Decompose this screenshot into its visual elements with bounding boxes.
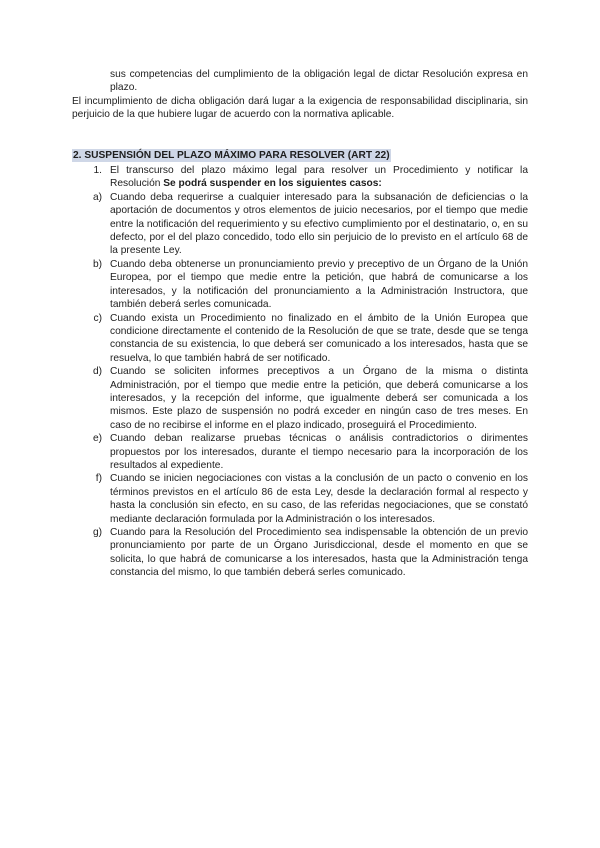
- list-item-text: Cuando deba requerirse a cualquier interesado para la subsanación de deficiencias o la aportación de documentos y otros elementos de juicio necesarios, por el tiempo que medie entre la notificación del requerimiento y su efectivo cumplimiento por el destinatario, o, en su defecto, por el del plazo concedido, todo ello sin perjuicio de lo previsto en el artículo 68 de la presente Ley.: [110, 191, 528, 257]
- list-marker: f): [95, 473, 102, 485]
- list-item-c: [72, 312, 528, 366]
- list-item-1: [72, 164, 528, 191]
- list-item-text: Cuando se inicien negociaciones con vistas a la conclusión de un pacto o convenio en los términos previstos en el artículo 86 de esta Ley, desde la declaración formal al respecto y hasta la conclusión sin efecto, en su caso, de las referidas negociaciones, que se constató mediante declaración formulada por la Administración o los interesados.: [110, 473, 528, 525]
- list-item-f: [72, 472, 528, 526]
- list-marker: b): [92, 258, 102, 270]
- section-heading: 2. SUSPENSIÓN DEL PLAZO MÁXIMO PARA RESOLVER (ART 22): [73, 149, 390, 161]
- point1-bold-text: Se podrá suspender en los siguientes casos:: [163, 178, 382, 190]
- list-item-e: [72, 432, 528, 472]
- intro-continuation: sus competencias del cumplimiento de la obligación legal de dictar Resolución expresa en plazo.: [110, 69, 528, 94]
- list-item-text: Cuando deban realizarse pruebas técnicas o análisis contradictorios o dirimentes propuestos por los interesados, durante el tiempo necesario para la incorporación de los resultados al expediente.: [110, 433, 528, 471]
- list-item-text: Cuando exista un Procedimiento no finalizado en el ámbito de la Unión Europea que condicione directamente el contenido de la Resolución de que se trate, desde que se tenga constancia de su existencia, lo que deberá ser comunicado a los interesados, hasta que se resuelva, lo que también habrá de ser notificado.: [110, 312, 528, 364]
- document-content: [72, 68, 528, 580]
- point1-text: El transcurso del plazo máximo legal para resolver un Procedimiento y notificar la Resolución: [110, 165, 528, 190]
- list-item-d: [72, 365, 528, 432]
- list-marker: c): [93, 312, 102, 324]
- list-item-text: Cuando deba obtenerse un pronunciamiento previo y preceptivo de un Órgano de la Unión Europea, por el tiempo que medie entre la petición, que habrá de comunicarse a los interesados, y la notificación del pronunciamiento a la Administración Instructora, que también deberá serles comunicada.: [110, 258, 528, 311]
- list-marker: d): [92, 366, 102, 378]
- intro-paragraph: El incumplimiento de dicha obligación dará lugar a la exigencia de responsabilidad disciplinaria, sin perjuicio de la que hubiere lugar de acuerdo con la normativa aplicable.: [72, 95, 528, 121]
- list-marker: a): [92, 191, 102, 203]
- list-marker: 1.: [93, 165, 102, 177]
- list-marker: g): [92, 527, 102, 538]
- list-item-g: [72, 526, 528, 580]
- list-item-text: Cuando para la Resolución del Procedimiento sea indispensable la obtención de un previo pronunciamiento por parte de un Órgano Jurisdiccional, desde el momento en que se solicita, lo que habrá de comunicarse a los interesados, hasta que la Administración tenga constancia del mismo, lo que también deberá serles comunicado.: [110, 527, 528, 579]
- list-item-body: [110, 164, 528, 191]
- list-item-a: [72, 191, 528, 258]
- list-marker: e): [92, 433, 102, 445]
- list-item-b: [72, 258, 528, 312]
- list-item-text: Cuando se soliciten informes preceptivos a un Órgano de la misma o distinta Administración, por el tiempo que medie entre la petición, que deberá comunicarse a los interesados, y la recepción del informe, que igualmente deberá ser comunicada a los mismos. Este plazo de suspensión no podrá exceder en ningún caso de tres meses. En caso de no recibirse el informe en el plazo indicado, proseguirá el Procedimiento.: [110, 366, 528, 431]
